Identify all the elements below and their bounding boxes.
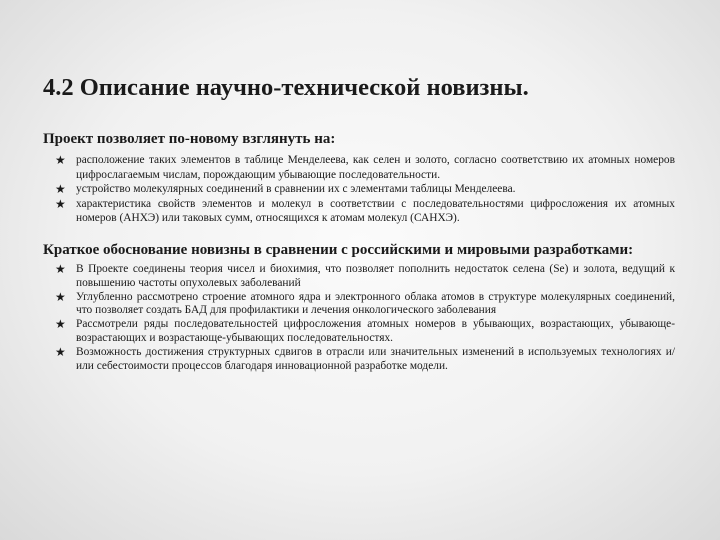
page-title: 4.2 Описание научно-технической новизны. — [43, 74, 529, 101]
section-heading: Краткое обоснование новизны в сравнении с российскими и мировыми разработками: — [43, 241, 634, 258]
list-item — [43, 263, 675, 291]
content-body — [43, 130, 675, 373]
bullet-list — [43, 263, 675, 373]
star-bullet-icon: ★ — [55, 182, 66, 197]
list-item — [43, 197, 675, 226]
star-bullet-icon: ★ — [55, 196, 66, 211]
list-item-text: Рассмотрели ряды последовательностей цифросложения атомных номеров в убывающих, возрастающих, убывающе-возрастающих и возрастающе-убывающих последовательностях. — [76, 318, 675, 344]
star-bullet-icon: ★ — [55, 289, 66, 304]
section-justification — [43, 241, 675, 373]
list-item — [43, 182, 675, 197]
list-item — [43, 291, 675, 319]
list-item-text: характеристика свойств элементов и молекул в соответствии с последовательностями цифросложения их атомных номеров (АНХЭ) или таковых сумм, относящихся к атомам молекул (САНХЭ). — [76, 197, 675, 225]
star-bullet-icon: ★ — [55, 344, 66, 359]
list-item — [43, 318, 675, 346]
list-item — [43, 153, 675, 182]
star-bullet-icon: ★ — [55, 317, 66, 332]
list-item — [43, 346, 675, 374]
bullet-list — [43, 153, 675, 226]
section-heading: Проект позволяет по-новому взглянуть на: — [43, 131, 336, 147]
list-item-text: устройство молекулярных соединений в сравнении их с элементами таблицы Менделеева. — [76, 183, 516, 196]
list-item-text: Углубленно рассмотрено строение атомного ядра и электронного облака атомов в структуре молекулярных соединений, что позволяет создать БАД для профилактики и лечения онкологического заболевания — [76, 290, 675, 317]
list-item-text: Возможность достижения структурных сдвигов в отрасли или значительных изменений в используемых технологиях и/или себестоимости процессов благодаря инновационной разработке модели. — [76, 345, 675, 372]
section-novelty — [43, 130, 675, 226]
star-bullet-icon: ★ — [55, 153, 66, 167]
list-item-text: расположение таких элементов в таблице Менделеева, как селен и золото, согласно соответствию их атомных номеров цифрослагаемым числам, порождающим убывающие последовательности. — [76, 154, 675, 181]
list-item-text: В Проекте соединены теория чисел и биохимия, что позволяет пополнить недостаток селена (Se) и золота, ведущий к повышению частоты опухолевых заболеваний — [76, 262, 675, 289]
star-bullet-icon: ★ — [55, 261, 66, 276]
